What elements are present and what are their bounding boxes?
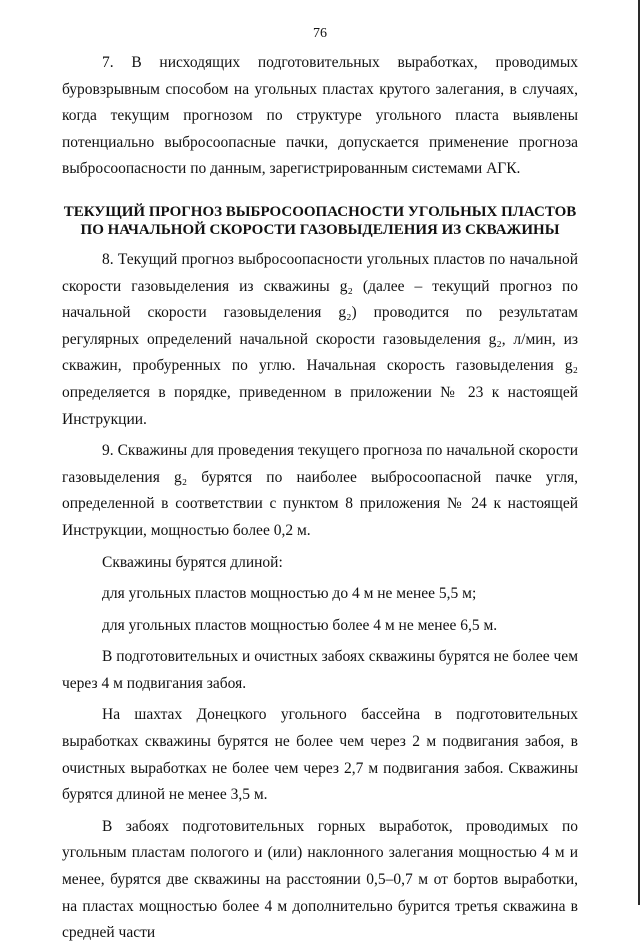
heading-line-1: ТЕКУЩИЙ ПРОГНОЗ ВЫБРОСООПАСНОСТИ УГОЛЬНЫХ ПЛАСТОВ: [63, 203, 577, 220]
paragraph-8: 8. Текущий прогноз выбросоопасности угольных пластов по начальной скорости газовыделения из скважины g₂ (далее – текущий прогноз по начальной скорости газовыделения g₂) проводится по результатам регулярных определений начальной скорости газовыделения g₂, л/мин, из скважин, пробуренных по углю. Начальная скорость газовыделения g₂ определяется в порядке, приведенном в приложении № 23 к настоящей Инструкции.: [62, 250, 578, 428]
page-number: 76: [313, 26, 327, 41]
paragraph-7: 7. В нисходящих подготовительных выработках, проводимых буровзрывным способом на угольных пластах крутого залегания, в случаях, когда текущим прогнозом по структуре угольного пласта выявлены потенциально выбросоопасные пачки, допускается применение прогноза выбросоопасности по данным, зарегистрированным системами АГК.: [62, 54, 578, 178]
paragraph-faces: В подготовительных и очистных забоях скважины бурятся не более чем через 4 м подвигания забоя.: [62, 648, 578, 692]
paragraph-last: В забоях подготовительных горных выработок, проводимых по угольным пластам пологого и (или) наклонного залегания мощностью 4 м и менее, бурятся две скважины на расстоянии 0,5–0,7 м от бортов выработки, на пластах мощностью более 4 м дополнительно бурится третья скважина в средней части: [62, 817, 578, 942]
paragraph-length-up-to-4m: для угольных пластов мощностью до 4 м не менее 5,5 м;: [102, 585, 477, 603]
paragraph-9: 9. Скважины для проведения текущего прогноза по начальной скорости газовыделения g₂ бурятся по наиболее выбросоопасной пачке угля, определенной в соответствии с пунктом 8 приложения № 24 к настоящей Инструкции, мощностью более 0,2 м.: [62, 442, 578, 539]
heading-line-2: ПО НАЧАЛЬНОЙ СКОРОСТИ ГАЗОВЫДЕЛЕНИЯ ИЗ СКВАЖИНЫ: [80, 221, 560, 238]
paragraph-length-over-4m: для угольных пластов мощностью более 4 м не менее 6,5 м.: [102, 616, 498, 634]
page-content: [62, 50, 578, 947]
paragraph-donetsk: На шахтах Донецкого угольного бассейна в подготовительных выработках скважины бурятся не более чем через 2 м подвигания забоя, в очистных выработках не более чем через 2,7 м подвигания забоя. Скважины бурятся длиной не менее 3,5 м.: [62, 706, 578, 804]
paragraph-borehole-lengths: Скважины бурятся длиной:: [102, 553, 283, 571]
section-heading: [62, 203, 578, 239]
